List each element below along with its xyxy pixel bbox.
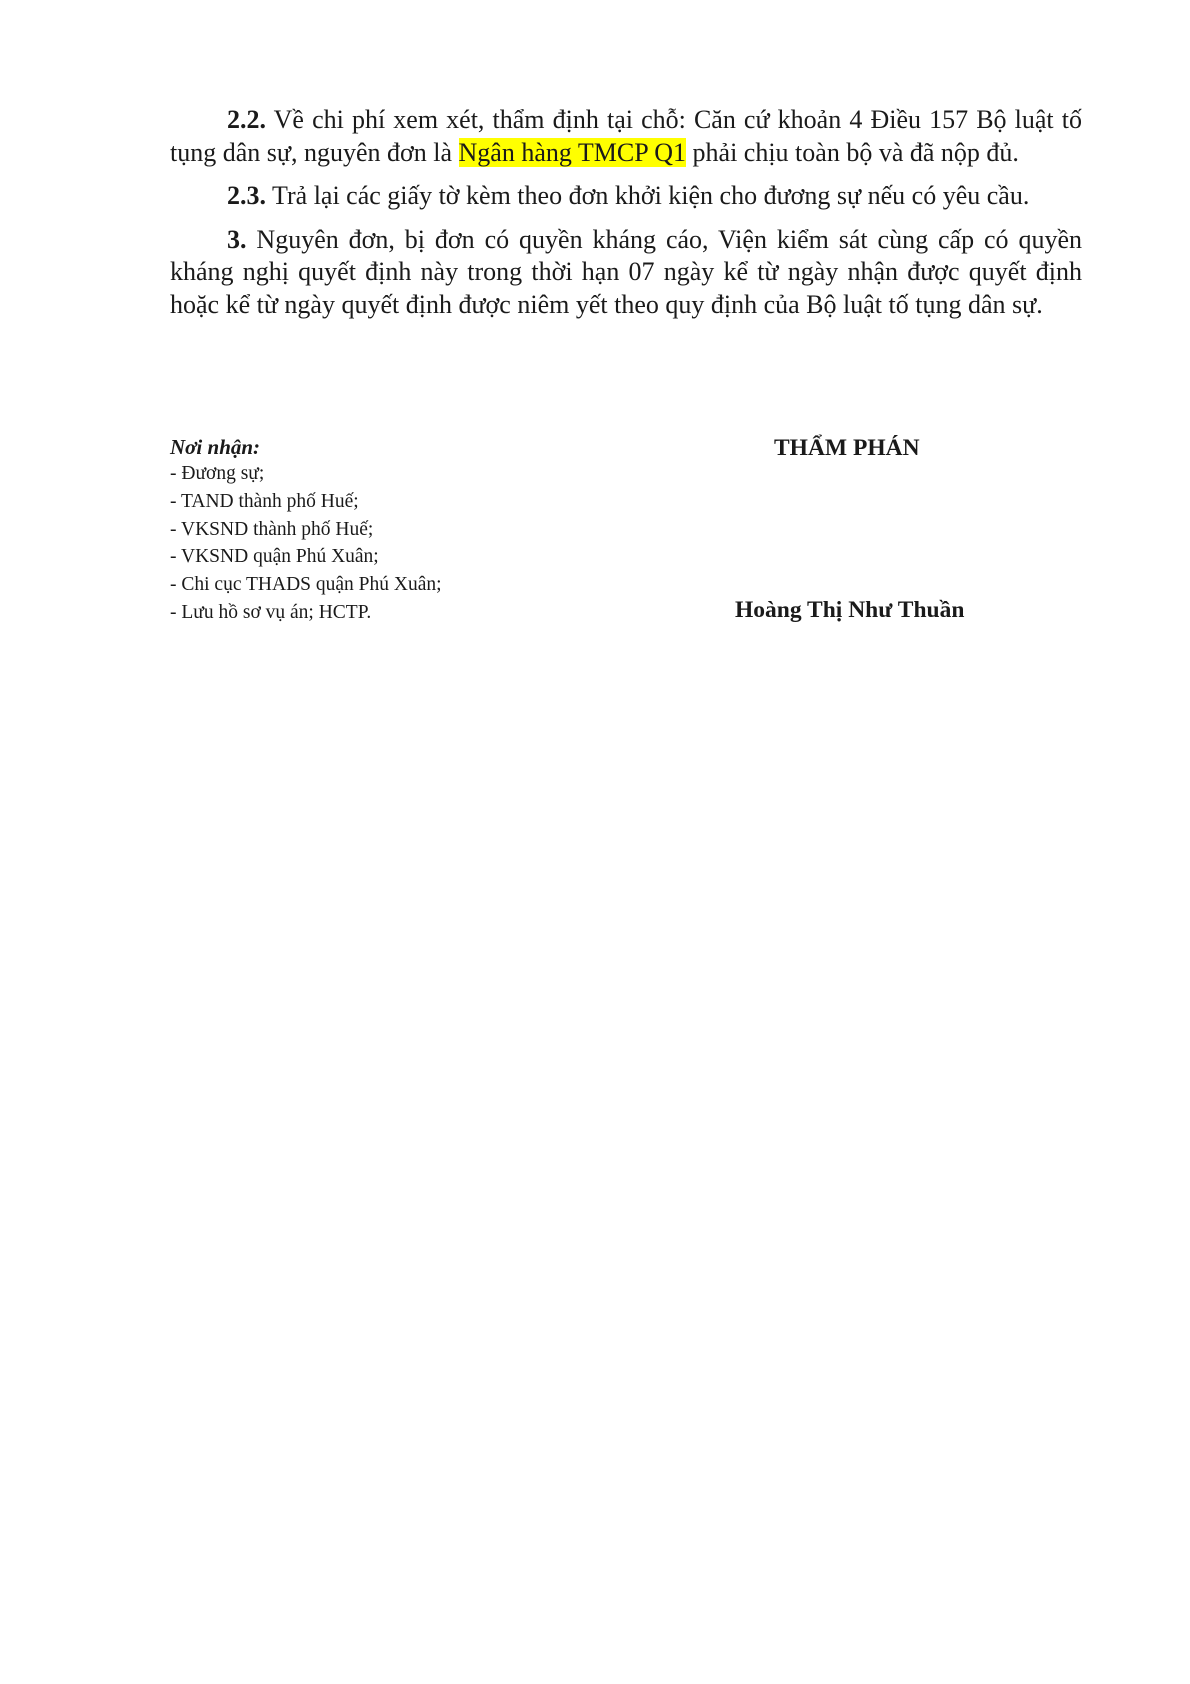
recipients-block <box>170 433 570 627</box>
paragraph-2-2 <box>170 104 1082 169</box>
paragraph-3 <box>170 224 1082 322</box>
highlighted-text: Ngân hàng TMCP Q1 <box>458 137 687 167</box>
recipient-item: - VKSND quận Phú Xuân; <box>170 546 379 568</box>
signer-name: Hoàng Thị Như Thuần <box>735 597 965 623</box>
recipient-item: - Lưu hồ sơ vụ án; HCTP. <box>170 601 372 623</box>
recipients-list <box>170 460 570 627</box>
document-body <box>170 104 1082 332</box>
paragraph-text: phải chịu toàn bộ và đã nộp đủ. <box>686 137 1019 167</box>
recipients-heading: Nơi nhận: <box>170 435 261 459</box>
paragraph-text: Về chi phí xem xét, thẩm định tại chỗ: Căn cứ khoản 4 Điều 157 Bộ luật tố tụng dân sự, nguyên đơn là <box>170 105 1082 167</box>
recipient-item: - VKSND thành phố Huế; <box>170 518 374 540</box>
paragraph-2-3 <box>170 180 1082 213</box>
recipient-item: - TAND thành phố Huế; <box>170 490 359 512</box>
signer-role: THẨM PHÁN <box>774 435 920 461</box>
recipient-item: - Đương sự; <box>170 463 265 484</box>
paragraph-number: 2.3. <box>227 181 266 210</box>
recipient-item: - Chi cục THADS quận Phú Xuân; <box>170 574 442 596</box>
paragraph-number: 3. <box>227 224 247 254</box>
paragraph-text: Nguyên đơn, bị đơn có quyền kháng cáo, Viện kiểm sát cùng cấp có quyền kháng nghị quyết định này trong thời hạn 07 ngày kể từ ngày nhận được quyết định hoặc kể từ ngày quyết định được niêm yết theo quy định của Bộ luật tố tụng dân sự. <box>170 224 1082 319</box>
paragraph-number: 2.2. <box>227 105 266 134</box>
paragraph-text: Trả lại các giấy tờ kèm theo đơn khởi kiện cho đương sự nếu có yêu cầu. <box>266 181 1030 210</box>
